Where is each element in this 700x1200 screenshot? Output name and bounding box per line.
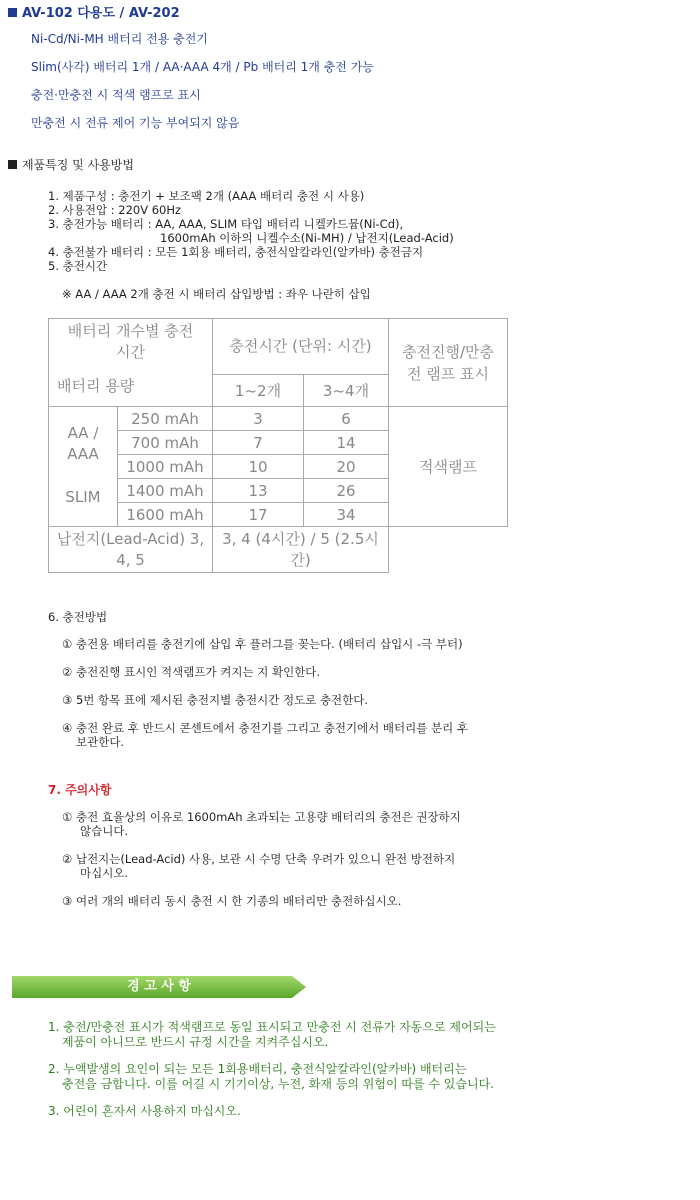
- warning-item: 2. 누액발생의 요인이 되는 모든 1회용배터리, 충전식알칼라인(알카바) 배터리는: [48, 1062, 467, 1076]
- caution-item: ① 충전 효율상의 이유로 1600mAh 초과되는 고용량 배터리의 충전은 권장하지: [62, 810, 461, 824]
- spec-line: 2. 사용전압 : 220V 60Hz: [48, 203, 182, 217]
- charging-time-table: [48, 318, 508, 573]
- method-item-cont: 보관한다.: [76, 735, 125, 749]
- caution-item: ③ 여러 개의 배터리 동시 충전 시 한 기종의 배터리만 충전하십시오.: [62, 894, 402, 908]
- lamp-cell: 적색램프: [389, 407, 508, 527]
- time-2-cell: 13: [213, 479, 304, 503]
- capacity-cell: 1400 mAh: [118, 479, 213, 503]
- insertion-note: ※ AA / AAA 2개 충전 시 배터리 삽입방법 : 좌우 나란히 삽입: [62, 287, 371, 301]
- warning-item: 1. 충전/만충전 표시가 적색램프로 동일 표시되고 만충전 시 전류가 자동으로 제어되는: [48, 1020, 496, 1034]
- time-4-cell: 14: [304, 431, 389, 455]
- time-4-cell: 6: [304, 407, 389, 431]
- group-slim-label: SLIM: [65, 488, 101, 506]
- spec-line: 1. 제품구성 : 충전기 + 보조팩 2개 (AAA 배터리 충전 시 사용): [48, 189, 365, 203]
- col-header-4: 3~4개: [304, 375, 389, 407]
- time-2-cell: 10: [213, 455, 304, 479]
- spec-line: 4. 충전불가 배터리 : 모든 1회용 배터리, 충전식알칼라인(알카바) 충전금지: [48, 245, 424, 259]
- time-4-cell: 20: [304, 455, 389, 479]
- group-aa-label: AA / AAA: [67, 424, 99, 463]
- method-item: ① 충전용 배터리를 충전기에 삽입 후 플러그를 꽂는다. (배터리 삽입시 -극 부터): [62, 637, 463, 651]
- col-header-2: 1~2개: [213, 375, 304, 407]
- method-heading: 6. 충전방법: [48, 610, 108, 624]
- capacity-cell: 250 mAh: [118, 407, 213, 431]
- capacity-cell: 1600 mAh: [118, 503, 213, 527]
- time-2-cell: 17: [213, 503, 304, 527]
- header-capacity-cell: [49, 319, 213, 407]
- feature-item: Slim(사각) 배터리 1개 / AA·AAA 4개 / Pb 배터리 1개 충전 가능: [31, 60, 374, 74]
- square-bullet-icon: [8, 160, 17, 169]
- time-2-cell: 3: [213, 407, 304, 431]
- warning-item-cont: 제품이 아니므로 반드시 규정 시간을 지켜주십시오.: [62, 1035, 329, 1049]
- time-4-cell: 34: [304, 503, 389, 527]
- header-lamp: 충전진행/만충전 램프 표시: [389, 319, 508, 407]
- feature-item: Ni-Cd/Ni-MH 배터리 전용 충전기: [31, 32, 208, 46]
- square-bullet-icon: [8, 8, 17, 17]
- time-2-cell: 7: [213, 431, 304, 455]
- caution-item-cont: 않습니다.: [80, 824, 129, 838]
- method-item: ② 충전진행 표시인 적색램프가 켜지는 지 확인한다.: [62, 665, 321, 679]
- header-time: 충전시간 (단위: 시간): [213, 319, 389, 375]
- caution-item-cont: 마십시오.: [80, 866, 129, 880]
- warning-item: 3. 어린이 혼자서 사용하지 마십시오.: [48, 1104, 241, 1118]
- caution-item: ② 납전지는(Lead-Acid) 사용, 보관 시 수명 단축 우려가 있으니 완전 방전하지: [62, 852, 456, 866]
- feature-item: 충전·만충전 시 적색 램프로 표시: [31, 88, 201, 102]
- spec-line: 1600mAh 이하의 니켈수소(Ni-MH) / 납전지(Lead-Acid): [160, 231, 454, 245]
- lead-acid-label: 납전지(Lead-Acid) 3, 4, 5: [49, 527, 213, 573]
- header-battery: 배터리 용량: [57, 377, 135, 395]
- time-4-cell: 26: [304, 479, 389, 503]
- caution-heading: 7. 주의사항: [48, 783, 112, 797]
- header-capacity: 배터리 개수별 충전시간: [67, 322, 194, 361]
- method-item: ③ 5번 항목 표에 제시된 충전지별 충전시간 정도로 충전한다.: [62, 693, 369, 707]
- capacity-cell: 1000 mAh: [118, 455, 213, 479]
- spec-line: 3. 충전가능 배터리 : AA, AAA, SLIM 타입 배터리 니켈카드뮴(Ni-Cd),: [48, 217, 404, 231]
- feature-item: 만충전 시 전류 제어 기능 부여되지 않음: [31, 116, 240, 130]
- capacity-cell: 700 mAh: [118, 431, 213, 455]
- warning-title: 경 고 사 항: [127, 979, 191, 994]
- method-item: ④ 충전 완료 후 반드시 콘센트에서 충전기를 그리고 충전기에서 배터리를 분리 후: [62, 721, 469, 735]
- product-title: AV-102 다용도 / AV-202: [8, 2, 180, 21]
- warning-item-cont: 충전을 금합니다. 이를 어길 시 기기이상, 누전, 화재 등의 위험이 따를 수 있습니다.: [62, 1077, 494, 1091]
- lead-acid-time: 3, 4 (4시간) / 5 (2.5시간): [213, 527, 389, 573]
- warning-banner: [12, 976, 306, 998]
- battery-type-cell: [49, 407, 118, 527]
- spec-line: 5. 충전시간: [48, 259, 108, 273]
- section-heading: 제품특징 및 사용방법: [8, 156, 134, 173]
